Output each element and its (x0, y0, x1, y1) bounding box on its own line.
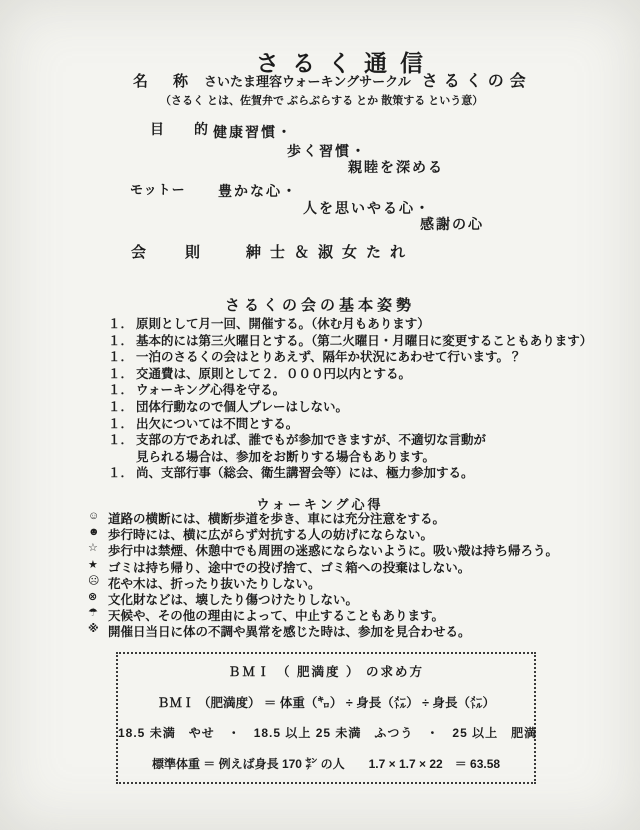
item-text: 出欠については不問とする。 (136, 416, 299, 431)
item-text: 歩行時には、横に広がらず対抗する人の妨げにならない。 (108, 528, 434, 543)
purpose-line-3: 親睦を深める (348, 159, 444, 175)
walking-tips-heading: ウォーキング心得 (256, 496, 384, 512)
item-text: 尚、支部行事（総会、衛生講習会等）には、極力参加する。 (136, 466, 474, 481)
umbrella-icon: ☂ (88, 607, 98, 620)
bmi-formula: ＢＭＩ （肥満度） ＝ 体重（㌔） ÷ 身長（㍍） ÷ 身長（㍍） (156, 696, 496, 710)
motto-line-2: 人を思いやる心・ (303, 200, 431, 216)
list-item (108, 380, 592, 397)
item-text: ウォーキング心得を守る。 (136, 383, 286, 398)
list-item (88, 590, 558, 606)
list-item (88, 606, 558, 622)
item-number: １． (108, 399, 134, 414)
item-number: １． (108, 333, 134, 348)
item-text: 見られる場合は、参加をお断りする場合もあります。 (136, 449, 436, 464)
name-value-main: さいたま理容ウォーキングサークル (204, 74, 411, 89)
name-row (133, 68, 532, 91)
item-number: １． (108, 433, 134, 448)
list-item (88, 541, 558, 557)
item-text: 基本的には第三火曜日とする。（第二火曜日・月曜日に変更することもあります） (136, 333, 593, 348)
list-item (108, 331, 592, 348)
page-title: さるく通信 (256, 50, 436, 77)
list-item (108, 430, 592, 447)
club-rule-row (131, 241, 414, 262)
basic-stance-heading: さるくの会の基本姿勢 (224, 297, 415, 315)
bmi-info-box (116, 652, 536, 784)
item-number: １． (108, 366, 134, 381)
item-text: 開催日当日に体の不調や異常を感じた時は、参加を見合わせる。 (108, 625, 471, 640)
item-number: １． (108, 350, 134, 365)
basic-stance-list (108, 314, 592, 480)
item-number: １． (108, 317, 134, 331)
item-text: 団体行動なので個人プレーはしない。 (136, 399, 349, 414)
smiley-face-icon: ☻ (88, 526, 100, 539)
bmi-ranges: 18.5 未満 やせ ・ 18.5 以上 25 未満 ふつう ・ 25 以上 肥満 (118, 726, 538, 740)
club-rule-label: 会 則 (131, 244, 213, 261)
list-item (88, 574, 558, 590)
bmi-box-title: ＢＭＩ （ 肥満度 ） の求め方 (228, 665, 424, 679)
motto-line-1: 豊かな心・ (218, 183, 298, 199)
item-number: １． (108, 466, 134, 481)
name-value-emphasis: さるくの会 (421, 73, 532, 90)
item-number: １． (108, 383, 134, 398)
list-item (108, 364, 592, 381)
item-text: 一泊のさるくの会はとりあえず、隔年か状況にあわせて行います。？ (136, 350, 522, 365)
black-flower-icon: ★ (88, 558, 98, 571)
purpose-line-2: 歩く習慣・ (287, 143, 367, 159)
item-text: ゴミは持ち帰り、途中での投げ捨て、ゴミ箱への投棄はしない。 (108, 560, 471, 575)
white-star-icon: ☆ (88, 542, 98, 555)
reference-mark-icon: ※ (88, 623, 99, 636)
circled-x-face-icon: ⊗ (88, 590, 98, 603)
motto-line-3: 感謝の心 (420, 216, 484, 232)
walking-tips-list (88, 509, 558, 639)
item-text: 文化財などは、壊したり傷つけたりしない。 (108, 592, 359, 607)
frowning-face-icon: ☹ (88, 574, 100, 587)
motto-label: モットー (130, 182, 186, 197)
item-text: 花や木は、折ったり抜いたりしない。 (108, 576, 321, 591)
item-text: 原則として月一回、開催する。（休む月もあります） (136, 317, 430, 331)
purpose-line-1: 健康習慣・ (213, 124, 293, 140)
name-label: 名 称 (133, 73, 194, 90)
item-number: １． (108, 416, 134, 431)
item-text: 支部の方であれば、誰でもが参加できますが、不適切な言動が (136, 433, 487, 448)
list-item (108, 314, 592, 331)
name-note: （さるく とは、佐賀弁で ぶらぶらする とか 散策する という意） (160, 95, 484, 107)
bmi-example: 標準体重 ＝ 例えば身長 170 ㌢ の人 1.7 × 1.7 × 22 ＝ 63.58 (151, 757, 501, 771)
list-item (108, 347, 592, 364)
list-item (108, 414, 592, 431)
list-item (88, 509, 558, 525)
list-item (88, 525, 558, 541)
list-item-continuation (108, 447, 592, 464)
club-rule-value: 紳士＆淑女たれ (246, 244, 415, 261)
purpose-label: 目 的 (150, 121, 216, 137)
list-item (88, 622, 558, 638)
smiley-face-icon: ☺ (88, 510, 100, 522)
item-text: 天候や、その他の理由によって、中止することもあります。 (108, 609, 445, 624)
item-text: 歩行中は禁煙、休憩中でも周囲の迷惑にならないように。吸い殻は持ち帰ろう。 (108, 544, 559, 559)
list-item (108, 463, 592, 480)
list-item (88, 558, 558, 574)
item-text: 交通費は、原則として２．０００円以内とする。 (136, 366, 412, 381)
list-item (108, 397, 592, 414)
item-text: 道路の横断には、横断歩道を歩き、車には充分注意をする。 (108, 512, 446, 526)
